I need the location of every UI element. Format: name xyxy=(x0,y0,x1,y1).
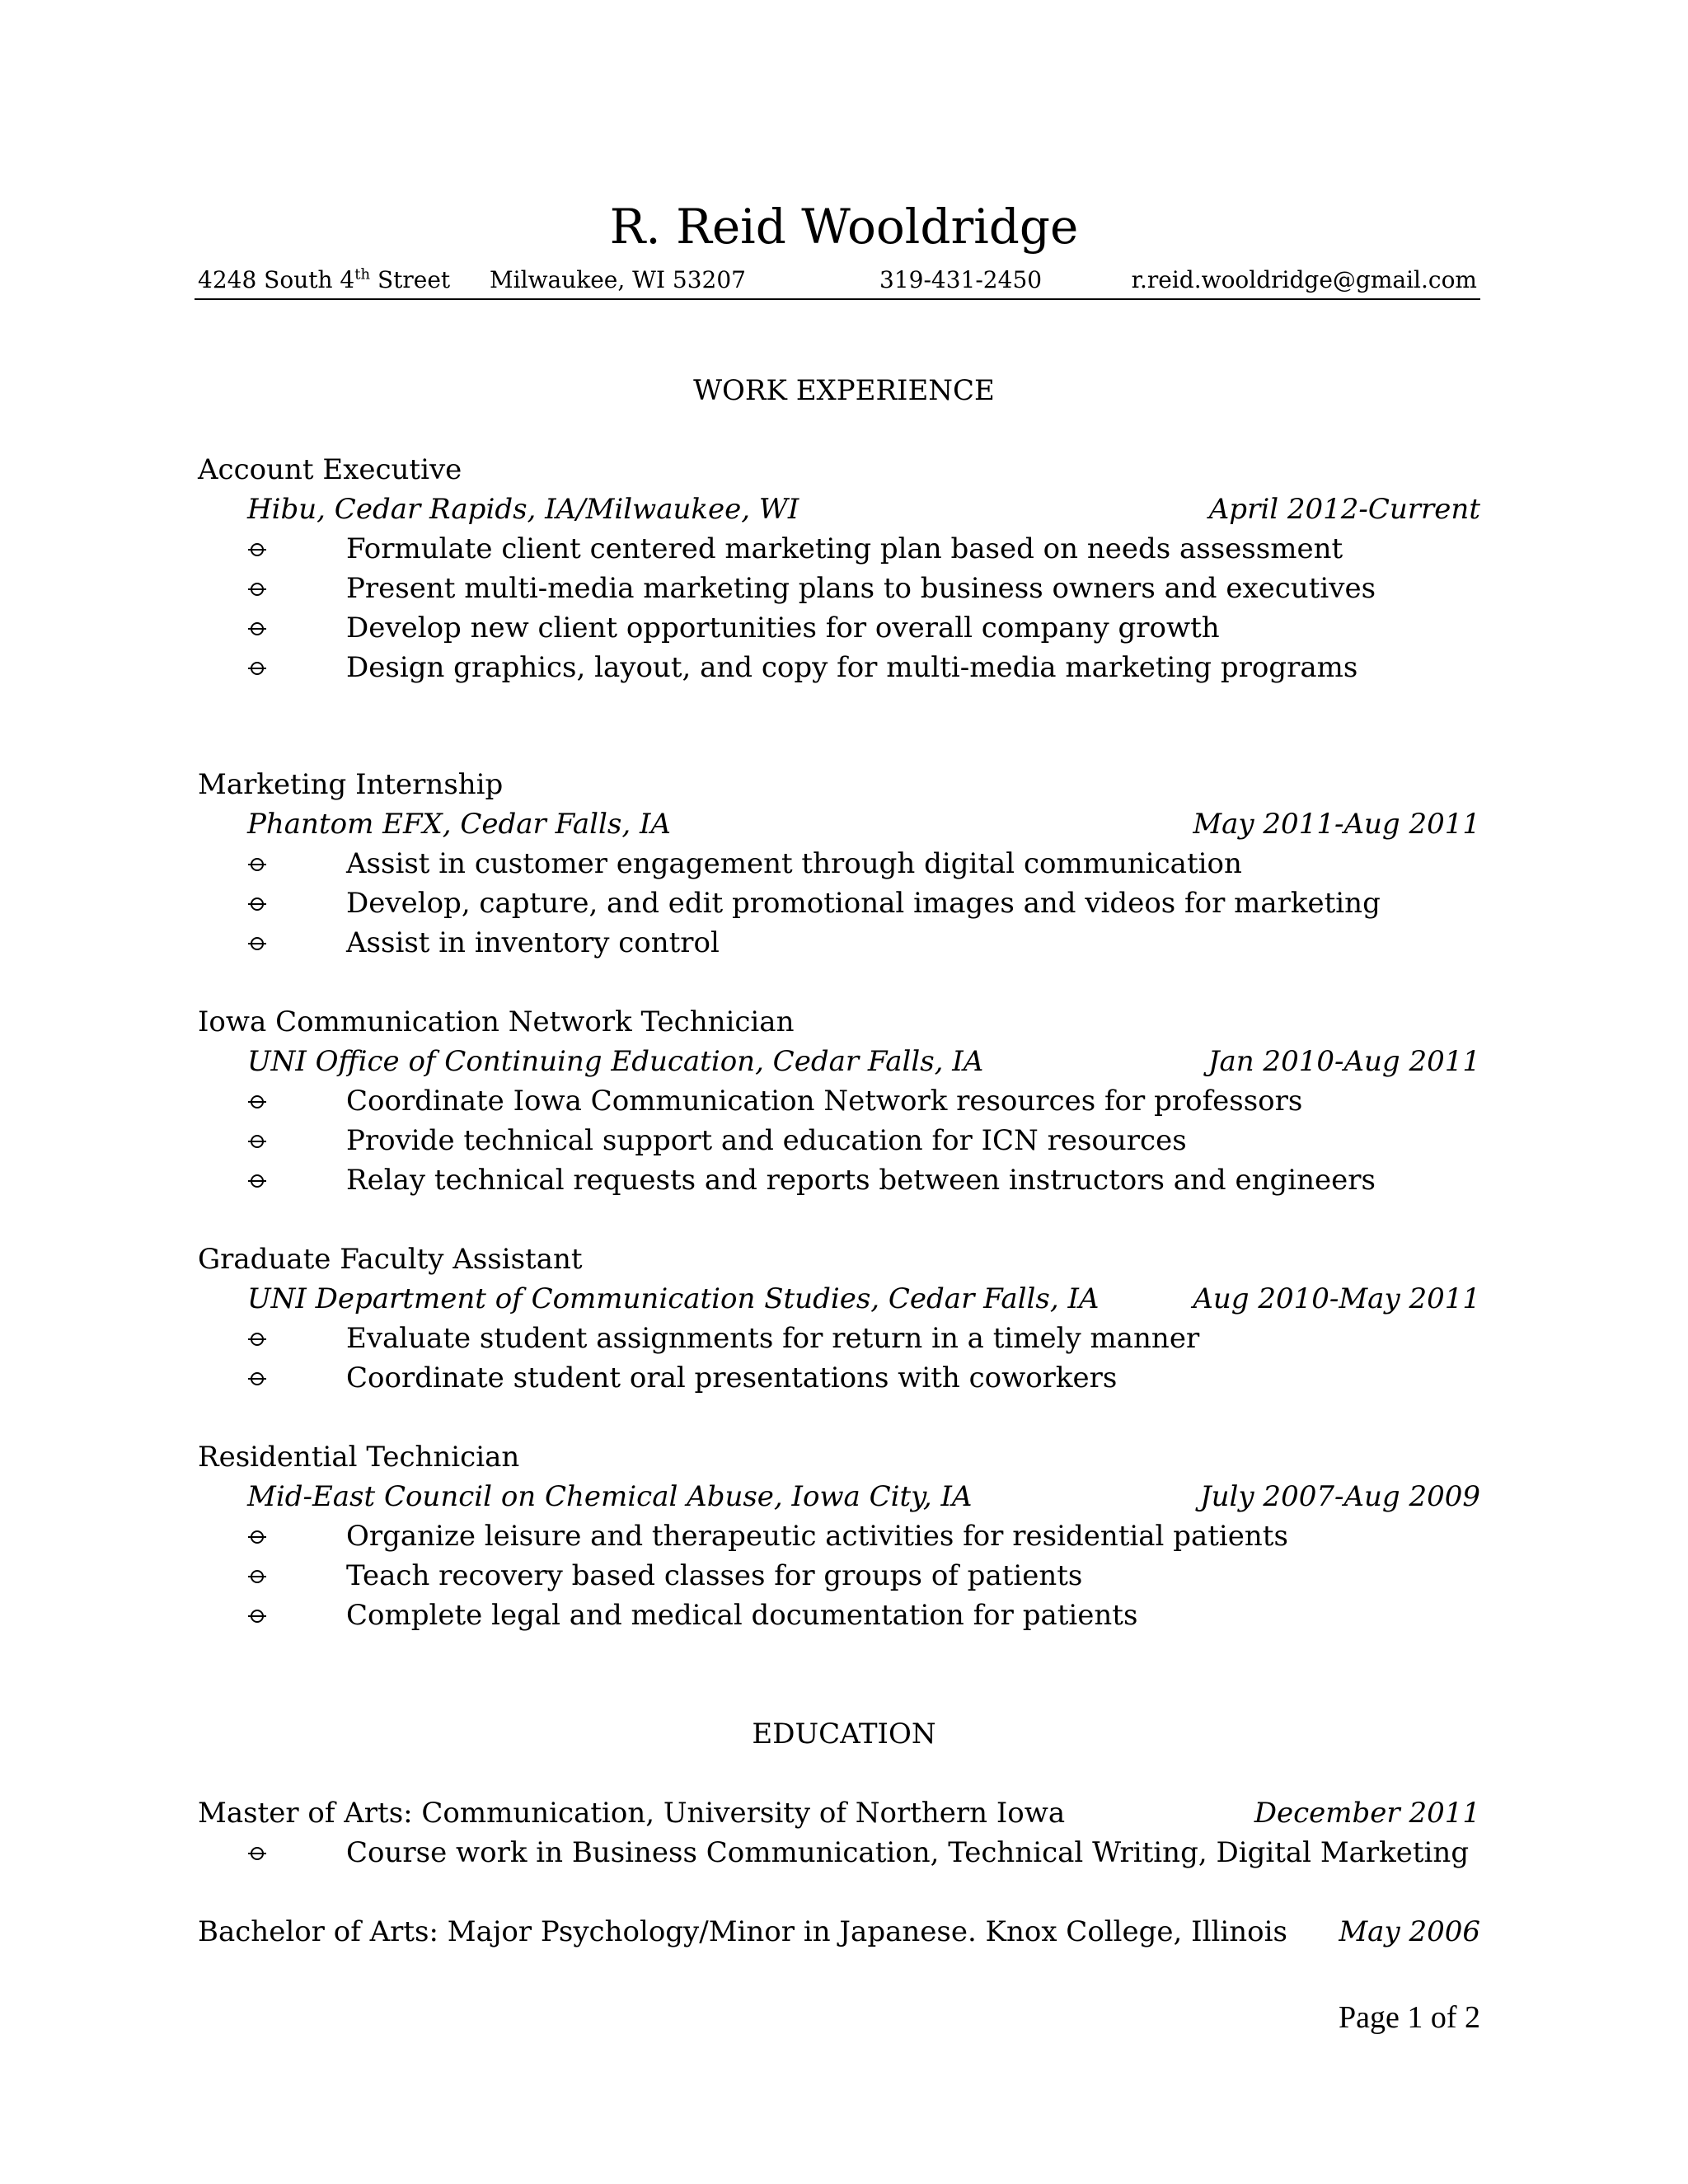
list-item xyxy=(0,1162,1688,1198)
list-item xyxy=(0,649,1688,686)
bullet-icon xyxy=(246,1090,269,1113)
job-dates: May 2011-Aug 2011 xyxy=(1193,808,1480,841)
bullet-icon xyxy=(246,1525,269,1548)
job-title: Residential Technician xyxy=(198,1441,520,1474)
candidate-name: R. Reid Wooldridge xyxy=(609,199,1079,255)
bullet-text: Organize leisure and therapeutic activities for residential patients xyxy=(346,1520,1288,1553)
list-item xyxy=(0,1360,1688,1396)
bullet-text: Teach recovery based classes for groups of patients xyxy=(346,1559,1083,1592)
job-title: Account Executive xyxy=(198,453,462,486)
bullet-icon xyxy=(246,1169,269,1192)
bullet-icon xyxy=(246,892,269,915)
list-item xyxy=(0,570,1688,607)
bullet-icon xyxy=(246,1564,269,1587)
job-employer: UNI Department of Communication Studies, Cedar Falls, IA xyxy=(247,1282,1100,1315)
bullet-icon xyxy=(246,1841,269,1864)
bullet-text: Evaluate student assignments for return in a timely manner xyxy=(346,1322,1200,1355)
email-address[interactable]: r.reid.wooldridge@gmail.com xyxy=(1131,266,1477,293)
list-item xyxy=(0,1558,1688,1594)
bullet-icon xyxy=(246,616,269,640)
list-item xyxy=(0,610,1688,646)
education-heading: EDUCATION xyxy=(752,1718,936,1750)
phone-number: 319-431-2450 xyxy=(879,266,1043,293)
job-employer: Mid-East Council on Chemical Abuse, Iowa City, IA xyxy=(247,1480,973,1513)
bullet-icon xyxy=(246,656,269,679)
bullet-text: Course work in Business Communication, Technical Writing, Digital Marketing xyxy=(346,1836,1470,1869)
degree-title: Master of Arts: Communication, University of Northern Iowa xyxy=(198,1797,1066,1830)
work-experience-heading: WORK EXPERIENCE xyxy=(693,374,995,407)
list-item xyxy=(0,925,1688,961)
bullet-icon xyxy=(246,577,269,600)
degree-title: Bachelor of Arts: Major Psychology/Minor in Japanese. Knox College, Illinois xyxy=(198,1915,1287,1948)
job-dates: Jan 2010-Aug 2011 xyxy=(1207,1045,1480,1078)
page-number: Page 1 of 2 xyxy=(1338,2000,1480,2035)
bullet-text: Assist in customer engagement through digital communication xyxy=(346,847,1242,880)
job-title: Iowa Communication Network Technician xyxy=(198,1005,795,1038)
bullet-icon xyxy=(246,1604,269,1627)
job-employer: UNI Office of Continuing Education, Cedar Falls, IA xyxy=(247,1045,984,1078)
list-item xyxy=(0,885,1688,921)
bullet-text: Assist in inventory control xyxy=(346,926,720,959)
bullet-text: Complete legal and medical documentation for patients xyxy=(346,1599,1138,1632)
bullet-icon xyxy=(246,1327,269,1350)
job-employer: Phantom EFX, Cedar Falls, IA xyxy=(247,808,671,841)
bullet-text: Develop, capture, and edit promotional images and videos for marketing xyxy=(346,887,1381,920)
bullet-icon xyxy=(246,1366,269,1390)
bullet-text: Coordinate student oral presentations with coworkers xyxy=(346,1361,1118,1394)
list-item xyxy=(0,1518,1688,1554)
list-item xyxy=(0,531,1688,567)
list-item xyxy=(0,846,1688,882)
bullet-icon xyxy=(246,931,269,954)
contact-line xyxy=(195,265,1480,300)
address-suffix: th xyxy=(354,265,371,284)
bullet-text: Develop new client opportunities for overall company growth xyxy=(346,612,1220,644)
bullet-text: Present multi-media marketing plans to business owners and executives xyxy=(346,572,1376,605)
list-item xyxy=(0,1122,1688,1159)
bullet-icon xyxy=(246,1129,269,1152)
bullet-icon xyxy=(246,537,269,560)
street-address xyxy=(198,265,450,295)
bullet-text: Provide technical support and education for ICN resources xyxy=(346,1124,1187,1157)
list-item xyxy=(0,1083,1688,1119)
job-title: Graduate Faculty Assistant xyxy=(198,1243,583,1276)
address-number: 4248 South 4 xyxy=(198,266,355,293)
degree-date: December 2011 xyxy=(1254,1797,1480,1830)
job-employer: Hibu, Cedar Rapids, IA/Milwaukee, WI xyxy=(247,493,799,526)
bullet-text: Formulate client centered marketing plan based on needs assessment xyxy=(346,532,1343,565)
degree-date: May 2006 xyxy=(1339,1915,1480,1948)
address-street: Street xyxy=(370,266,451,293)
job-dates: April 2012-Current xyxy=(1208,493,1480,526)
list-item xyxy=(0,1597,1688,1633)
list-item xyxy=(0,1320,1688,1357)
city-state-zip: Milwaukee, WI 53207 xyxy=(490,266,746,293)
bullet-text: Relay technical requests and reports between instructors and engineers xyxy=(346,1164,1376,1197)
bullet-text: Coordinate Iowa Communication Network resources for professors xyxy=(346,1085,1303,1118)
job-dates: Aug 2010-May 2011 xyxy=(1193,1282,1480,1315)
job-title: Marketing Internship xyxy=(198,768,504,801)
bullet-icon xyxy=(246,852,269,875)
bullet-text: Design graphics, layout, and copy for multi-media marketing programs xyxy=(346,651,1358,684)
list-item xyxy=(0,1835,1688,1871)
job-dates: July 2007-Aug 2009 xyxy=(1200,1480,1480,1513)
